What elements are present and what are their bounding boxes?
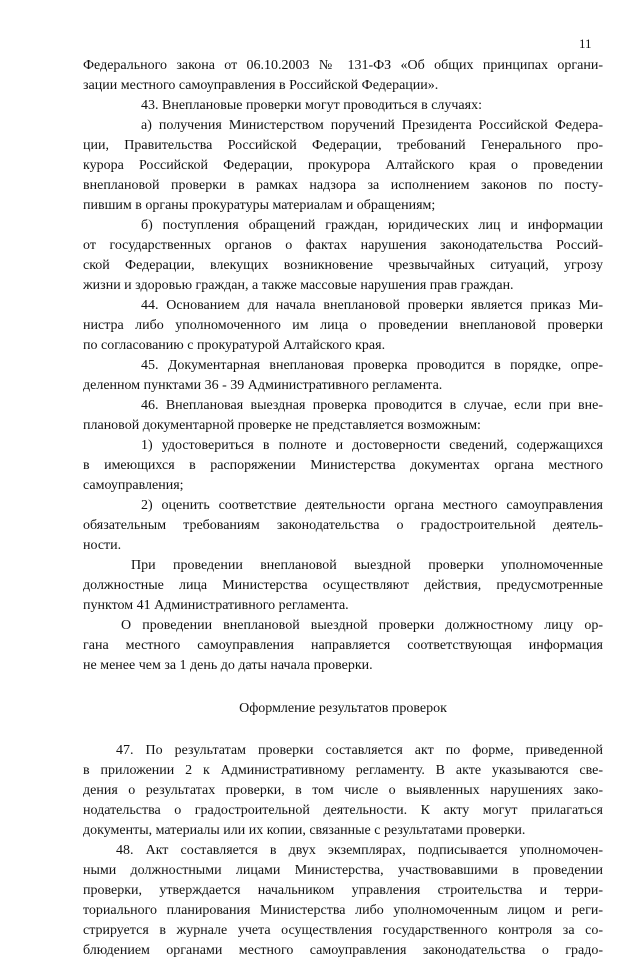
section-heading: Оформление результатов проверок <box>239 701 447 716</box>
document-body <box>83 56 603 961</box>
text-line: блюдением органами местного самоуправления законодательства о градо- <box>83 943 603 958</box>
text-line: Федерального закона от 06.10.2003 № 131-ФЗ «Об общих принципах органи- <box>83 58 603 73</box>
text-line: документы, материалы или их копии, связанные с результатами проверки. <box>83 823 526 838</box>
text-line: пунктом 41 Административного регламента. <box>83 598 349 613</box>
text-line: курора Российской Федерации, прокурора Алтайского края о проведении <box>83 158 603 173</box>
text-line: гана местного самоуправления направляется соответствующая информация <box>83 638 603 653</box>
text-line: проверки, утверждается начальником управления строительства и терри- <box>83 883 603 898</box>
text-line: 48. Акт составляется в двух экземплярах, подписывается уполномочен- <box>116 843 603 858</box>
text-line: ториального планирования Министерства либо уполномоченным лицом и реги- <box>83 903 603 918</box>
text-line: 43. Внеплановые проверки могут проводиться в случаях: <box>141 98 482 113</box>
text-line: по согласованию с прокуратурой Алтайского края. <box>83 338 386 353</box>
text-line: жизни и здоровью граждан, а также массовые нарушения прав граждан. <box>83 278 514 293</box>
text-line: обязательным требованиям законодательства о градостроительной деятель- <box>83 518 603 533</box>
text-line: ными должностными лицами Министерства, участвовавшими в проведении <box>83 863 603 878</box>
page-number: 11 <box>579 36 592 51</box>
text-line: нистра либо уполномоченного им лица о проведении внеплановой проверки <box>83 318 603 333</box>
text-line: б) поступления обращений граждан, юридических лиц и информации <box>141 218 603 233</box>
text-line: ности. <box>83 538 122 553</box>
text-line: самоуправления; <box>83 478 184 493</box>
text-line: деленном пунктами 36 - 39 Административного регламента. <box>83 378 443 393</box>
text-line: 46. Внеплановая выездная проверка проводится в случае, если при вне- <box>141 398 603 413</box>
text-line: не менее чем за 1 день до даты начала проверки. <box>83 658 373 673</box>
text-line: 44. Основанием для начала внеплановой проверки является приказ Ми- <box>141 298 603 313</box>
text-line: О проведении внеплановой выездной проверки должностному лицу ор- <box>121 618 603 633</box>
text-line: от государственных органов о фактах нарушения законодательства Россий- <box>83 238 603 253</box>
text-line: ской Федерации, влекущих возникновение чрезвычайных ситуаций, угрозу <box>83 258 603 273</box>
text-line: плановой документарной проверке не представляется возможным: <box>83 418 481 433</box>
text-line: а) получения Министерством поручений Президента Российской Федера- <box>141 118 603 133</box>
text-line: дения о результатах проверки, в том числе о выявленных нарушениях зако- <box>83 783 603 798</box>
text-line: в приложении 2 к Административному регламенту. В акте указываются све- <box>83 763 603 778</box>
text-line: нодательства о градостроительной деятельности. К акту могут прилагаться <box>83 803 603 818</box>
text-line: 45. Документарная внеплановая проверка проводится в порядке, опре- <box>141 358 603 373</box>
text-line: 2) оценить соответствие деятельности органа местного самоуправления <box>141 498 603 513</box>
text-line: в имеющихся в распоряжении Министерства документах органа местного <box>83 458 603 473</box>
text-line: 47. По результатам проверки составляется акт по форме, приведенной <box>116 743 603 758</box>
text-line: пившим в органы прокуратуры материалам и обращениям; <box>83 198 436 213</box>
text-line: стрируется в журнале учета осуществления государственного контроля за со- <box>83 923 603 938</box>
text-line: внеплановой проверки в рамках надзора за исполнением законов по посту- <box>83 178 603 193</box>
text-line: При проведении внеплановой выездной проверки уполномоченные <box>131 558 603 573</box>
text-line: 1) удостовериться в полноте и достоверности сведений, содержащихся <box>141 438 603 453</box>
text-line: зации местного самоуправления в Российской Федерации». <box>83 78 439 93</box>
text-line: ции, Правительства Российской Федерации, требований Генерального про- <box>83 138 603 153</box>
text-line: должностные лица Министерства осуществляют действия, предусмотренные <box>83 578 603 593</box>
